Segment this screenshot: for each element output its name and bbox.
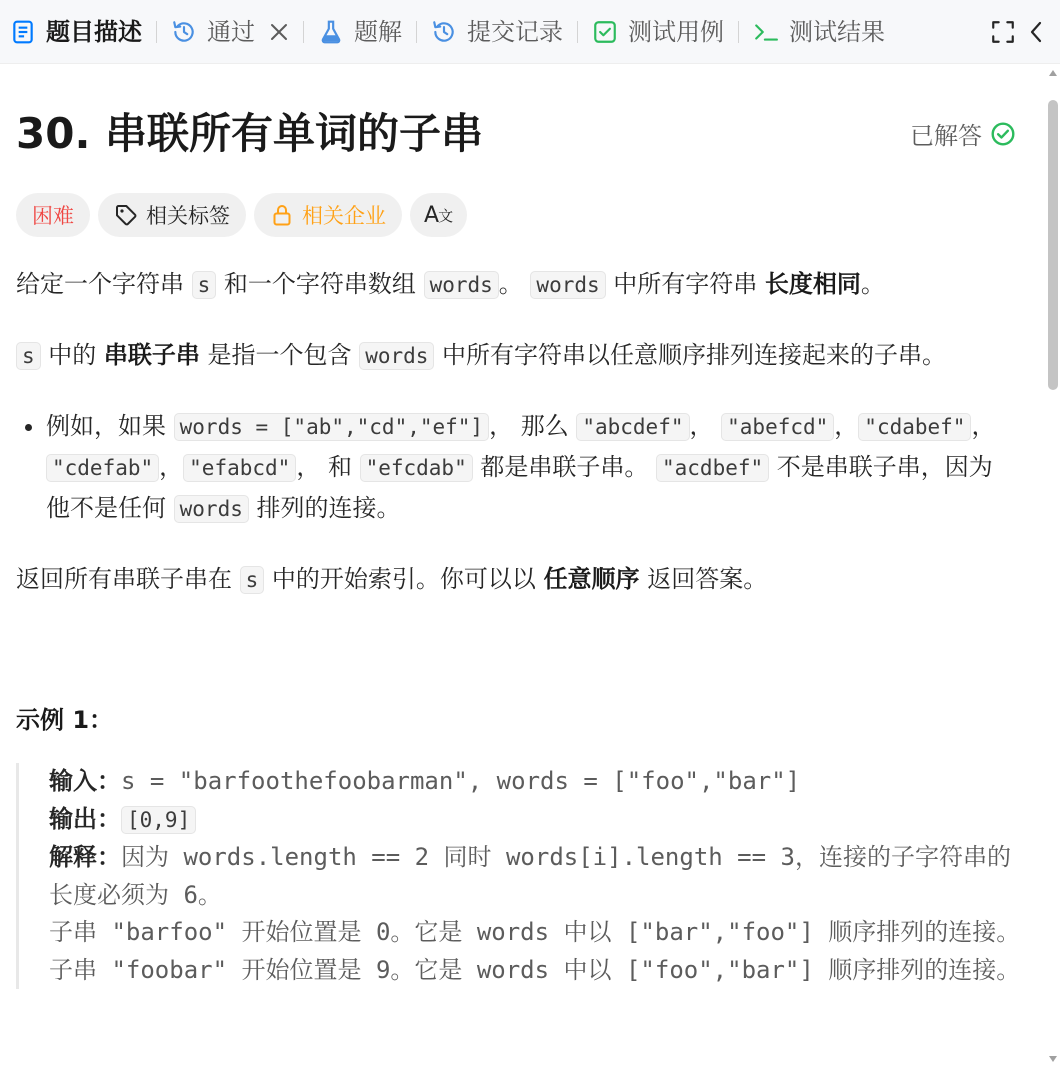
example-block [16, 763, 1030, 989]
example-input-line [49, 763, 1030, 801]
history-icon [431, 19, 457, 45]
example-bullet-list [16, 406, 1030, 529]
check-circle-icon [990, 121, 1016, 147]
example-explanation-label: 解释： [49, 843, 121, 871]
tab-solutions-label: 题解 [354, 17, 402, 46]
example-explanation-line-3: 子串 "foobar" 开始位置是 9。它是 words 中以 ["foo","bar"] 顺序排列的连接。 [49, 955, 1021, 984]
example-explanation-line [49, 839, 1030, 914]
tab-accepted-label: 通过 [207, 17, 255, 46]
lock-icon [270, 203, 294, 227]
example-output-value: [0,9] [121, 806, 196, 834]
tab-accepted[interactable] [171, 0, 289, 64]
difficulty-label: 困难 [32, 204, 74, 228]
related-tags-label: 相关标签 [146, 204, 230, 228]
example-input-label: 输入： [49, 767, 121, 795]
title-row [16, 64, 1030, 192]
solved-status [910, 116, 1016, 151]
tab-divider [156, 21, 157, 43]
tab-divider [577, 21, 578, 43]
example-title: 示例 1： [16, 706, 114, 734]
solved-status-label: 已解答 [910, 122, 982, 150]
list-item: • 例如，如果 words = ["ab","cd","ef"] ， 那么 "abcdef" ， "abefcd" ， "cdabef" ， "cdefab" ， "efabcd" ， 和 "efcdab" 都是串联子串。 "acdbef" 不是串联子串，因为他不是任何 words 排列的连接。 [46, 406, 996, 529]
terminal-icon [753, 19, 779, 45]
tab-submissions-label: 提交记录 [467, 17, 563, 46]
description-paragraph: 返回所有串联子串在 s 中的开始索引。你可以以 任意顺序 返回答案。 [16, 565, 768, 593]
tab-test-result-label: 测试结果 [789, 17, 885, 46]
flask-icon [318, 19, 344, 45]
example-output-label: 输出： [49, 804, 121, 833]
tab-testcase-label: 测试用例 [628, 17, 724, 46]
tab-divider [738, 21, 739, 43]
history-icon [171, 19, 197, 45]
fullscreen-icon[interactable] [990, 19, 1016, 45]
example-input-value: s = "barfoothefoobarman", words = ["foo","bar"] [121, 767, 801, 795]
example-explanation-line-2: 子串 "barfoo" 开始位置是 0。它是 words 中以 ["bar","foo"] 顺序排列的连接。 [49, 918, 1021, 946]
tab-bar [0, 0, 1060, 64]
tag-row [16, 192, 1030, 238]
tab-submissions[interactable] [431, 0, 563, 64]
translate-icon: A [424, 202, 440, 228]
description-icon [10, 19, 36, 45]
scroll-up-arrow-icon[interactable] [1048, 68, 1058, 78]
tag-icon [114, 203, 138, 227]
description-paragraph: 给定一个字符串 s 和一个字符串数组 words 。 words 中所有字符串 长度相同。 [16, 270, 885, 298]
checkbox-icon [592, 19, 618, 45]
scrollbar-thumb[interactable] [1048, 100, 1058, 390]
tab-divider [416, 21, 417, 43]
translate-button[interactable] [410, 193, 467, 237]
tab-divider [303, 21, 304, 43]
problem-description-panel [0, 64, 1046, 1080]
related-tags-button[interactable] [98, 193, 246, 237]
tab-test-result[interactable] [753, 0, 885, 64]
translate-icon-glyph: 文 [438, 206, 454, 225]
tab-tools [976, 0, 1060, 64]
tab-solutions[interactable] [318, 0, 402, 64]
example-output-line [49, 801, 1030, 840]
tab-testcase[interactable] [592, 0, 724, 64]
description-paragraph: s 中的 串联子串 是指一个包含 words 中所有字符串以任意顺序排列连接起来的子串。 [16, 335, 1030, 376]
tab-description-label: 题目描述 [46, 17, 142, 46]
problem-title: 30. 串联所有单词的子串 [16, 109, 484, 158]
close-icon[interactable] [269, 22, 289, 42]
related-companies-label: 相关企业 [302, 204, 386, 228]
chevron-left-icon[interactable] [1026, 19, 1046, 45]
related-companies-button[interactable] [254, 193, 402, 237]
example-explanation-value: 因为 words.length == 2 同时 words[i].length == 3，连接的子字符串的长度必须为 6。 [49, 843, 1011, 909]
difficulty-badge[interactable] [16, 193, 90, 237]
scroll-down-arrow-icon[interactable] [1048, 1054, 1058, 1064]
tab-description[interactable] [10, 0, 142, 64]
